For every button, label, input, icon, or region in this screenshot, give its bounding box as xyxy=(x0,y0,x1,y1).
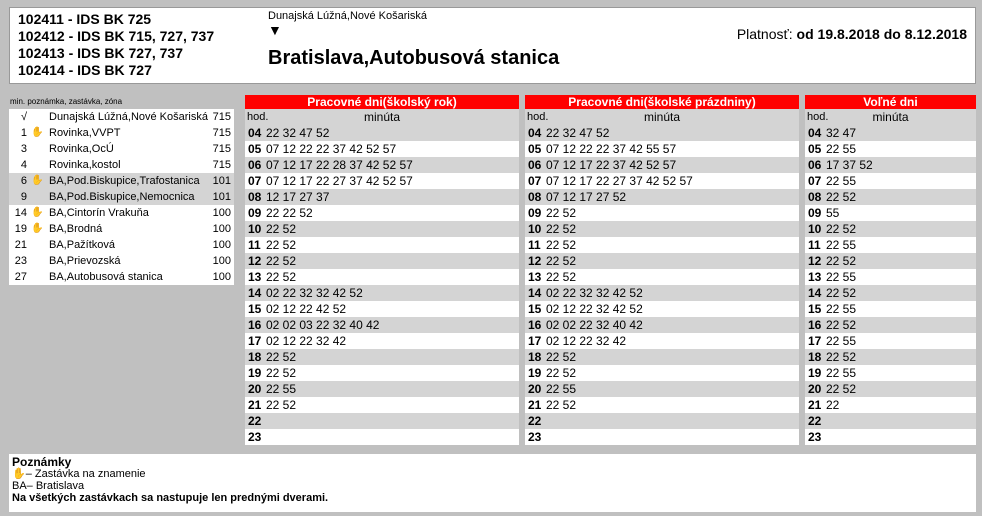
minute-values: 07 12 17 22 27 37 42 52 57 xyxy=(546,174,693,188)
minute-values: 22 52 xyxy=(266,238,297,252)
minute-header: minúta xyxy=(872,110,909,124)
timetable-row xyxy=(525,269,799,285)
minute-values: 22 52 xyxy=(546,270,577,284)
hour-value: 10 xyxy=(528,222,542,236)
minute-values: 02 02 22 32 40 42 xyxy=(546,318,643,332)
timetable-row xyxy=(805,221,976,237)
timetable-row xyxy=(245,429,519,445)
hour-value: 20 xyxy=(248,382,262,396)
minute-values: 22 55 xyxy=(826,174,857,188)
down-arrow-icon: ▼ xyxy=(268,22,282,38)
timetable-row xyxy=(805,413,976,429)
hour-value: 05 xyxy=(808,142,822,156)
timetable-row xyxy=(245,173,519,189)
timetable-row xyxy=(245,205,519,221)
stop-row xyxy=(9,109,234,125)
hour-value: 20 xyxy=(808,382,822,396)
hour-value: 22 xyxy=(808,414,822,428)
timetable-row xyxy=(245,141,519,157)
hour-header: hod. xyxy=(527,111,549,123)
hour-value: 14 xyxy=(248,286,262,300)
stop-row xyxy=(9,189,234,205)
minute-values: 22 xyxy=(826,398,840,412)
hour-value: 12 xyxy=(808,254,822,268)
timetable-row xyxy=(245,125,519,141)
stop-zone: 715 xyxy=(212,127,231,139)
timetable-row xyxy=(525,429,799,445)
stop-minute: 3 xyxy=(20,143,27,155)
minute-values: 22 52 xyxy=(546,222,577,236)
line-label: 102414 - IDS BK 727 xyxy=(18,62,152,78)
stop-name: Rovinka,kostol xyxy=(49,159,121,171)
hour-value: 23 xyxy=(808,430,822,444)
stop-name: Dunajská Lúžná,Nové Košariská xyxy=(49,111,208,123)
timetable-subheader xyxy=(245,109,519,125)
stop-zone: 100 xyxy=(212,271,231,283)
timetable-row xyxy=(525,413,799,429)
minute-values: 02 12 22 32 42 xyxy=(266,334,347,348)
stop-name: BA,Brodná xyxy=(49,223,103,235)
minute-values: 22 52 xyxy=(826,254,857,268)
timetable-row xyxy=(245,285,519,301)
hour-value: 14 xyxy=(528,286,542,300)
minute-values: 22 55 xyxy=(266,382,297,396)
timetable-row xyxy=(805,397,976,413)
hour-value: 04 xyxy=(248,126,262,140)
stop-name: BA,Autobusová stanica xyxy=(49,271,163,283)
timetable-row xyxy=(525,253,799,269)
line-label: 102411 - IDS BK 725 xyxy=(18,11,152,27)
timetable-row xyxy=(805,317,976,333)
minute-values: 22 52 xyxy=(546,206,577,220)
notes-panel xyxy=(9,454,976,512)
stop-name: Rovinka,OcÚ xyxy=(49,143,114,155)
minute-values: 22 52 xyxy=(826,350,857,364)
note-item: ✋– Zastávka na znamenie xyxy=(12,468,146,480)
timetable-row xyxy=(245,237,519,253)
stop-zone: 715 xyxy=(212,143,231,155)
minute-values: 22 52 xyxy=(546,238,577,252)
note-item: BA– Bratislava xyxy=(12,480,85,492)
hour-value: 07 xyxy=(528,174,542,188)
stop-name: BA,Cintorín Vrakuňa xyxy=(49,207,149,219)
minute-values: 02 02 03 22 32 40 42 xyxy=(266,318,380,332)
direction-label: Dunajská Lúžná,Nové Košariská xyxy=(268,10,427,22)
stop-zone: 100 xyxy=(212,207,231,219)
minute-values: 02 22 32 32 42 52 xyxy=(266,286,363,300)
hour-value: 06 xyxy=(808,158,822,172)
stop-zone: 100 xyxy=(212,255,231,267)
stop-row xyxy=(9,125,234,141)
minute-values: 32 47 xyxy=(826,126,857,140)
timetable-row xyxy=(245,333,519,349)
hour-value: 06 xyxy=(248,158,262,172)
hour-value: 22 xyxy=(528,414,542,428)
hour-value: 11 xyxy=(248,238,261,252)
stop-zone: 101 xyxy=(212,175,231,187)
stop-list xyxy=(9,95,234,285)
timetable-title: Pracovné dni(školské prázdniny) xyxy=(525,95,799,109)
timetable-row xyxy=(805,333,976,349)
hour-value: 15 xyxy=(528,302,542,316)
timetable-row xyxy=(805,253,976,269)
stop-zone: 100 xyxy=(212,223,231,235)
minute-values: 02 12 22 32 42 52 xyxy=(546,302,643,316)
hour-value: 10 xyxy=(248,222,262,236)
timetable-row xyxy=(525,173,799,189)
minute-values: 22 52 xyxy=(826,318,857,332)
stop-row xyxy=(9,141,234,157)
minute-values: 22 55 xyxy=(826,238,857,252)
timetable-row xyxy=(525,333,799,349)
minute-values: 22 55 xyxy=(546,382,577,396)
minute-values: 22 52 xyxy=(546,366,577,380)
timetable-row xyxy=(525,381,799,397)
hour-value: 18 xyxy=(808,350,822,364)
minute-values: 22 52 xyxy=(266,222,297,236)
minute-values: 07 12 17 22 28 37 42 52 57 xyxy=(266,158,413,172)
minute-values: 22 32 47 52 xyxy=(546,126,610,140)
timetable-subheader xyxy=(805,109,976,125)
minute-values: 22 52 xyxy=(266,366,297,380)
stop-minute: 14 xyxy=(14,207,27,219)
timetable-row xyxy=(245,253,519,269)
timetable-row xyxy=(525,365,799,381)
notes-title: Poznámky xyxy=(12,455,72,469)
timetable-row xyxy=(245,189,519,205)
request-stop-icon: ✋ xyxy=(31,223,44,234)
minute-values: 22 55 xyxy=(826,334,857,348)
timetable-row xyxy=(525,301,799,317)
hour-value: 13 xyxy=(808,270,822,284)
timetable-row xyxy=(805,349,976,365)
hour-header: hod. xyxy=(247,111,269,123)
hour-value: 07 xyxy=(248,174,262,188)
timetable-row xyxy=(525,205,799,221)
stop-minute: 1 xyxy=(20,127,27,139)
hour-value: 08 xyxy=(528,190,542,204)
hour-value: 15 xyxy=(808,302,822,316)
hour-value: 11 xyxy=(528,238,541,252)
timetable-row xyxy=(525,141,799,157)
hour-value: 13 xyxy=(248,270,262,284)
minute-header: minúta xyxy=(363,110,401,124)
hour-value: 05 xyxy=(528,142,542,156)
minute-values: 22 52 xyxy=(266,398,297,412)
stop-minute: 4 xyxy=(20,159,27,171)
timetable-title: Pracovné dni(školský rok) xyxy=(245,95,519,109)
hour-value: 09 xyxy=(248,206,262,220)
minute-values: 22 55 xyxy=(826,366,857,380)
minute-values: 12 17 27 37 xyxy=(266,190,330,204)
minute-values: 22 55 xyxy=(826,142,857,156)
timetable-row xyxy=(245,397,519,413)
timetable-row xyxy=(525,317,799,333)
stop-zone: 715 xyxy=(212,111,231,123)
hour-value: 15 xyxy=(248,302,262,316)
timetable-row xyxy=(245,349,519,365)
timetable-row xyxy=(805,157,976,173)
line-label: 102413 - IDS BK 727, 737 xyxy=(18,45,183,61)
hour-value: 09 xyxy=(808,206,822,220)
hour-value: 17 xyxy=(808,334,822,348)
timetable-header xyxy=(9,7,976,84)
stop-row xyxy=(9,221,234,237)
timetable-row xyxy=(805,141,976,157)
hour-value: 16 xyxy=(808,318,822,332)
timetable-row xyxy=(805,365,976,381)
minute-values: 22 52 xyxy=(546,350,577,364)
timetable-row xyxy=(805,269,976,285)
timetable-column xyxy=(805,95,976,445)
stop-minute: 21 xyxy=(14,239,27,251)
stop-name: Rovinka,VVPT xyxy=(49,127,121,139)
minute-values: 22 52 xyxy=(546,254,577,268)
hour-value: 11 xyxy=(808,238,821,252)
timetable-row xyxy=(245,157,519,173)
minute-values: 22 52 xyxy=(826,382,857,396)
timetable-row xyxy=(805,429,976,445)
stop-name: BA,Prievozská xyxy=(49,255,121,267)
hour-value: 08 xyxy=(248,190,262,204)
stop-row xyxy=(9,173,234,189)
hour-value: 09 xyxy=(528,206,542,220)
hour-value: 18 xyxy=(528,350,542,364)
stop-zone: 101 xyxy=(212,191,231,203)
minute-values: 07 12 17 22 27 37 42 52 57 xyxy=(266,174,413,188)
hour-value: 12 xyxy=(528,254,542,268)
timetable-row xyxy=(245,301,519,317)
timetable-row xyxy=(525,397,799,413)
timetable-row xyxy=(245,365,519,381)
minute-values: 02 12 22 32 42 xyxy=(546,334,627,348)
stop-minute: 6 xyxy=(20,175,27,187)
timetable-row xyxy=(525,157,799,173)
line-list xyxy=(18,11,214,79)
hour-value: 17 xyxy=(248,334,262,348)
minute-values: 07 12 17 27 52 xyxy=(546,190,627,204)
stop-minute: 27 xyxy=(14,271,27,283)
timetable-row xyxy=(245,317,519,333)
hour-value: 23 xyxy=(248,430,262,444)
hour-value: 16 xyxy=(248,318,262,332)
timetable-row xyxy=(805,285,976,301)
minute-values: 55 xyxy=(826,206,840,220)
timetable-row xyxy=(245,269,519,285)
timetable-column xyxy=(525,95,799,445)
notes-footer: Na všetkých zastávkach sa nastupuje len prednými dverami. xyxy=(12,492,329,504)
stop-name: BA,Pod.Biskupice,Nemocnica xyxy=(49,191,195,203)
timetable-row xyxy=(805,381,976,397)
request-stop-icon: ✋ xyxy=(31,207,44,218)
minute-values: 22 52 xyxy=(826,190,857,204)
hour-value: 14 xyxy=(808,286,822,300)
hour-value: 10 xyxy=(808,222,822,236)
minute-values: 22 52 xyxy=(826,222,857,236)
hour-value: 13 xyxy=(528,270,542,284)
timetable-row xyxy=(525,125,799,141)
minute-values: 07 12 22 22 37 42 52 57 xyxy=(266,142,397,156)
timetable-row xyxy=(245,381,519,397)
stop-minute: 23 xyxy=(14,255,27,267)
timetable-row xyxy=(525,349,799,365)
minute-values: 22 52 xyxy=(266,350,297,364)
timetable-row xyxy=(805,125,976,141)
stop-row xyxy=(9,253,234,269)
stop-minute: 19 xyxy=(14,223,27,235)
validity-value: od 19.8.2018 do 8.12.2018 xyxy=(796,26,967,42)
minute-values: 22 52 xyxy=(546,398,577,412)
stop-row xyxy=(9,205,234,221)
minute-values: 22 55 xyxy=(826,302,857,316)
hour-value: 21 xyxy=(248,398,262,412)
hour-value: 16 xyxy=(528,318,542,332)
stop-minute: √ xyxy=(20,111,27,123)
minute-header: minúta xyxy=(643,110,681,124)
stop-minute: 9 xyxy=(20,191,27,203)
minute-values: 07 12 22 22 37 42 55 57 xyxy=(546,142,677,156)
timetable-row xyxy=(805,301,976,317)
stop-list-header: min. poznámka, zastávka, zóna xyxy=(9,95,234,109)
minute-values: 22 22 52 xyxy=(266,206,313,220)
hour-value: 17 xyxy=(528,334,542,348)
hour-value: 21 xyxy=(808,398,822,412)
minute-values: 22 32 47 52 xyxy=(266,126,330,140)
stop-zone: 100 xyxy=(212,239,231,251)
timetable-subheader xyxy=(525,109,799,125)
stop-zone: 715 xyxy=(212,159,231,171)
stop-name: BA,Pod.Biskupice,Trafostanica xyxy=(49,175,200,187)
stop-title: Bratislava,Autobusová stanica xyxy=(268,47,560,69)
timetable-column xyxy=(245,95,519,445)
stop-row xyxy=(9,269,234,285)
hour-value: 04 xyxy=(528,126,542,140)
hour-value: 04 xyxy=(808,126,822,140)
hour-value: 19 xyxy=(808,366,822,380)
minute-values: 22 52 xyxy=(826,286,857,300)
hour-value: 21 xyxy=(528,398,542,412)
timetable-title: Voľné dni xyxy=(805,95,976,109)
timetable-row xyxy=(805,237,976,253)
timetable-row xyxy=(805,189,976,205)
minute-values: 02 12 22 42 52 xyxy=(266,302,347,316)
minute-values: 17 37 52 xyxy=(826,158,873,172)
minute-values: 22 55 xyxy=(826,270,857,284)
stop-name: BA,Pažítková xyxy=(49,239,116,251)
validity xyxy=(737,26,967,42)
hour-header: hod. xyxy=(807,111,829,123)
request-stop-icon: ✋ xyxy=(31,127,44,138)
minute-values: 07 12 17 22 37 42 52 57 xyxy=(546,158,677,172)
hour-value: 19 xyxy=(528,366,542,380)
hour-value: 22 xyxy=(248,414,262,428)
hour-value: 19 xyxy=(248,366,262,380)
line-label: 102412 - IDS BK 715, 727, 737 xyxy=(18,28,215,44)
validity-label: Platnosť: xyxy=(736,26,793,42)
timetable-row xyxy=(245,221,519,237)
hour-value: 07 xyxy=(808,174,822,188)
request-stop-icon: ✋ xyxy=(31,175,44,186)
hour-value: 05 xyxy=(248,142,262,156)
timetable-row xyxy=(245,413,519,429)
hour-value: 08 xyxy=(808,190,822,204)
timetable-row xyxy=(525,285,799,301)
hour-value: 06 xyxy=(528,158,542,172)
timetable-row xyxy=(525,189,799,205)
minute-values: 22 52 xyxy=(266,254,297,268)
timetable-row xyxy=(805,205,976,221)
minute-values: 22 52 xyxy=(266,270,297,284)
hour-value: 12 xyxy=(248,254,262,268)
hour-value: 20 xyxy=(528,382,542,396)
stop-row xyxy=(9,237,234,253)
timetable-row xyxy=(525,237,799,253)
minute-values: 02 22 32 32 42 52 xyxy=(546,286,643,300)
stop-row xyxy=(9,157,234,173)
timetable-row xyxy=(525,221,799,237)
hour-value: 23 xyxy=(528,430,542,444)
hour-value: 18 xyxy=(248,350,262,364)
timetable-row xyxy=(805,173,976,189)
